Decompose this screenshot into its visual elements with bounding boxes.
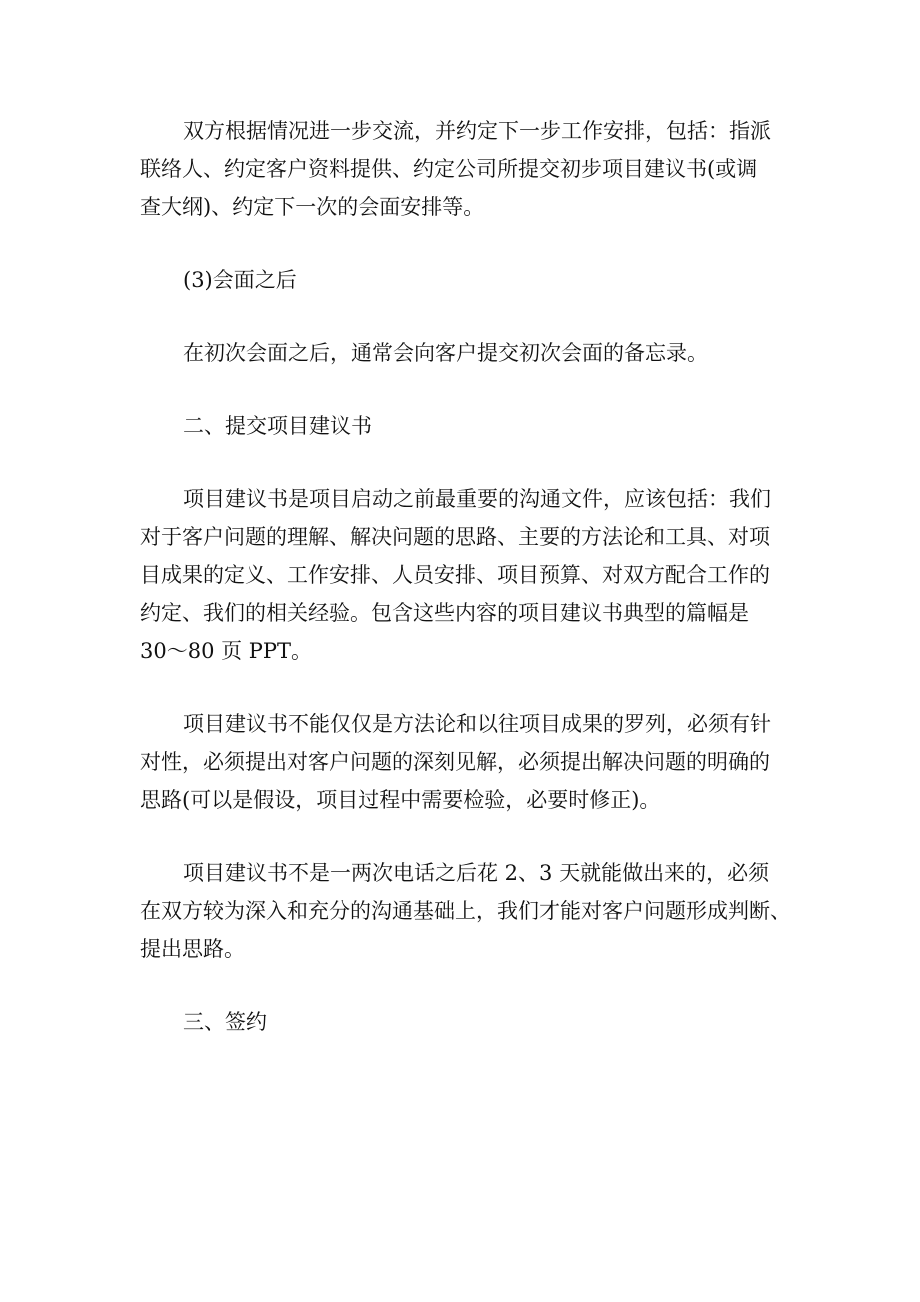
paragraph [140,112,800,226]
text-line: 对于客户问题的理解、解决问题的思路、主要的方法论和工具、对项 [140,525,770,549]
text-line: 对性，必须提出对客户问题的深刻见解，必须提出解决问题的明确的 [140,750,770,774]
text-line: 在双方较为深入和充分的沟通基础上，我们才能对客户问题形成判断、 [140,899,791,923]
paragraph [140,705,800,819]
section-heading: 二、提交项目建议书 [183,414,372,438]
text-line: 思路(可以是假设，项目过程中需要检验，必要时修正)。 [140,788,661,812]
text-line: 提出思路。 [140,937,245,961]
paragraph [140,407,800,445]
section-subheading: (3)会面之后 [183,268,297,292]
paragraph [140,854,800,968]
text-line: 项目建议书是项目启动之前最重要的沟通文件，应该包括：我们 [183,487,771,511]
paragraph [140,334,800,372]
section-heading: 三、签约 [183,1010,267,1034]
text-line: 30～80 页 PPT。 [140,639,313,663]
text-line: 约定、我们的相关经验。包含这些内容的项目建议书典型的篇幅是 [140,601,749,625]
text-line: 双方根据情况进一步交流，并约定下一步工作安排，包括：指派 [183,119,771,143]
text-line: 查大纲)、约定下一次的会面安排等。 [140,195,485,219]
document-body [140,112,800,1076]
text-line: 联络人、约定客户资料提供、约定公司所提交初步项目建议书(或调 [140,157,758,181]
text-line: 目成果的定义、工作安排、人员安排、项目预算、对双方配合工作的 [140,563,770,587]
text-line: 项目建议书不是一两次电话之后花 2、3 天就能做出来的，必须 [183,861,770,885]
text-line: 在初次会面之后，通常会向客户提交初次会面的备忘录。 [183,341,708,365]
paragraph [140,480,800,670]
paragraph [140,1003,800,1041]
text-line: 项目建议书不能仅仅是方法论和以往项目成果的罗列，必须有针 [183,712,771,736]
paragraph [140,261,800,299]
